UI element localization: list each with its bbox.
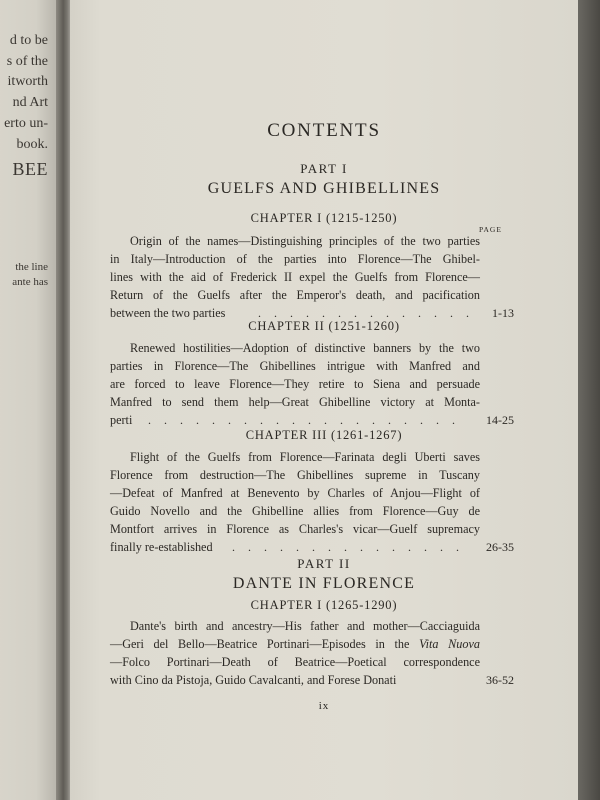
left-page-line: d to be bbox=[9, 33, 48, 48]
chapter-heading: CHAPTER III (1261-1267) bbox=[245, 428, 403, 442]
page-edge-shadow bbox=[578, 0, 600, 800]
left-page-line: ante has bbox=[12, 276, 48, 288]
summary-line: Montfort arrives in Florence as Charles's vicar—Guelf supremacy bbox=[110, 522, 480, 536]
summary-line: Flight of the Guelfs from Florence—Farinata degli Uberti saves bbox=[130, 450, 480, 464]
summary-line: with Cino da Pistoja, Guido Cavalcanti, and Forese Donati bbox=[110, 673, 397, 687]
dot-leader: . . . . . . . . . . . . . . bbox=[258, 306, 470, 320]
summary-text: —Geri del Bello—Beatrice Portinari—Episodes in the bbox=[110, 637, 420, 651]
summary-line bbox=[110, 635, 480, 653]
summary-line: Florence from destruction—The Ghibellines supreme in Tuscany bbox=[110, 468, 480, 482]
part-2-title: DANTE IN FLORENCE bbox=[232, 575, 416, 592]
summary-line: finally re-established bbox=[110, 540, 213, 554]
summary-line: Return of the Guelfs after the Emperor's death, and pacification bbox=[110, 288, 480, 302]
page-range: 36-52 bbox=[486, 673, 514, 687]
left-page-line: the line bbox=[15, 261, 48, 273]
page-range: 14-25 bbox=[486, 413, 514, 427]
left-page-line: erto un- bbox=[4, 116, 48, 131]
summary-line: —Defeat of Manfred at Benevento by Charles of Anjou—Flight of bbox=[110, 486, 480, 500]
left-facing-page bbox=[0, 0, 56, 800]
summary-line: in Italy—Introduction of the parties into Florence—The Ghibel- bbox=[110, 252, 480, 266]
left-page-line: BEE bbox=[12, 159, 48, 179]
part-2-label: PART II bbox=[297, 556, 351, 571]
summary-line: perti bbox=[110, 413, 133, 427]
chapter-heading: CHAPTER II (1251-1260) bbox=[248, 319, 400, 333]
book-title-italic: Vita Nuova bbox=[419, 637, 480, 651]
dot-leader: . . . . . . . . . . . . . . . . . . . . bbox=[148, 413, 456, 427]
dot-leader: . . . . . . . . . . . . . . . bbox=[232, 540, 460, 554]
summary-line: Renewed hostilities—Adoption of distinctive banners by the two bbox=[130, 341, 480, 355]
left-page-line: book. bbox=[16, 137, 48, 152]
page-range: 26-35 bbox=[486, 540, 514, 554]
part-1-title: GUELFS AND GHIBELLINES bbox=[207, 180, 441, 197]
page-column-label: PAGE bbox=[479, 225, 502, 234]
left-page-line: itworth bbox=[7, 74, 48, 89]
summary-line: between the two parties bbox=[110, 306, 226, 320]
summary-line: lines with the aid of Frederick II expel the Guelfs from Florence— bbox=[110, 270, 480, 284]
summary-line: Manfred to send them help—Great Ghibelline victory at Monta- bbox=[110, 395, 480, 409]
page-folio: ix bbox=[318, 700, 330, 712]
contents-page bbox=[70, 0, 578, 800]
summary-line: Guido Novello and the Ghibelline allies from Florence—Guy de bbox=[110, 504, 480, 518]
left-page-line: nd Art bbox=[12, 95, 48, 110]
part-1-label: PART I bbox=[300, 161, 348, 176]
summary-line: Dante's birth and ancestry—His father and mother—Cacciaguida bbox=[130, 619, 480, 633]
summary-line: —Folco Portinari—Death of Beatrice—Poetical correspondence bbox=[110, 655, 480, 669]
left-page-line: s of the bbox=[6, 54, 48, 69]
page-range: 1-13 bbox=[492, 306, 514, 320]
chapter-heading: CHAPTER I (1215-1250) bbox=[250, 211, 398, 225]
summary-line: are forced to leave Florence—They retire to Siena and persuade bbox=[110, 377, 480, 391]
summary-line: Origin of the names—Distinguishing principles of the two parties bbox=[130, 234, 480, 248]
summary-line: parties in Florence—The Ghibellines intrigue with Manfred and bbox=[110, 359, 480, 373]
chapter-heading: CHAPTER I (1265-1290) bbox=[250, 598, 398, 612]
page-title: CONTENTS bbox=[267, 120, 381, 141]
